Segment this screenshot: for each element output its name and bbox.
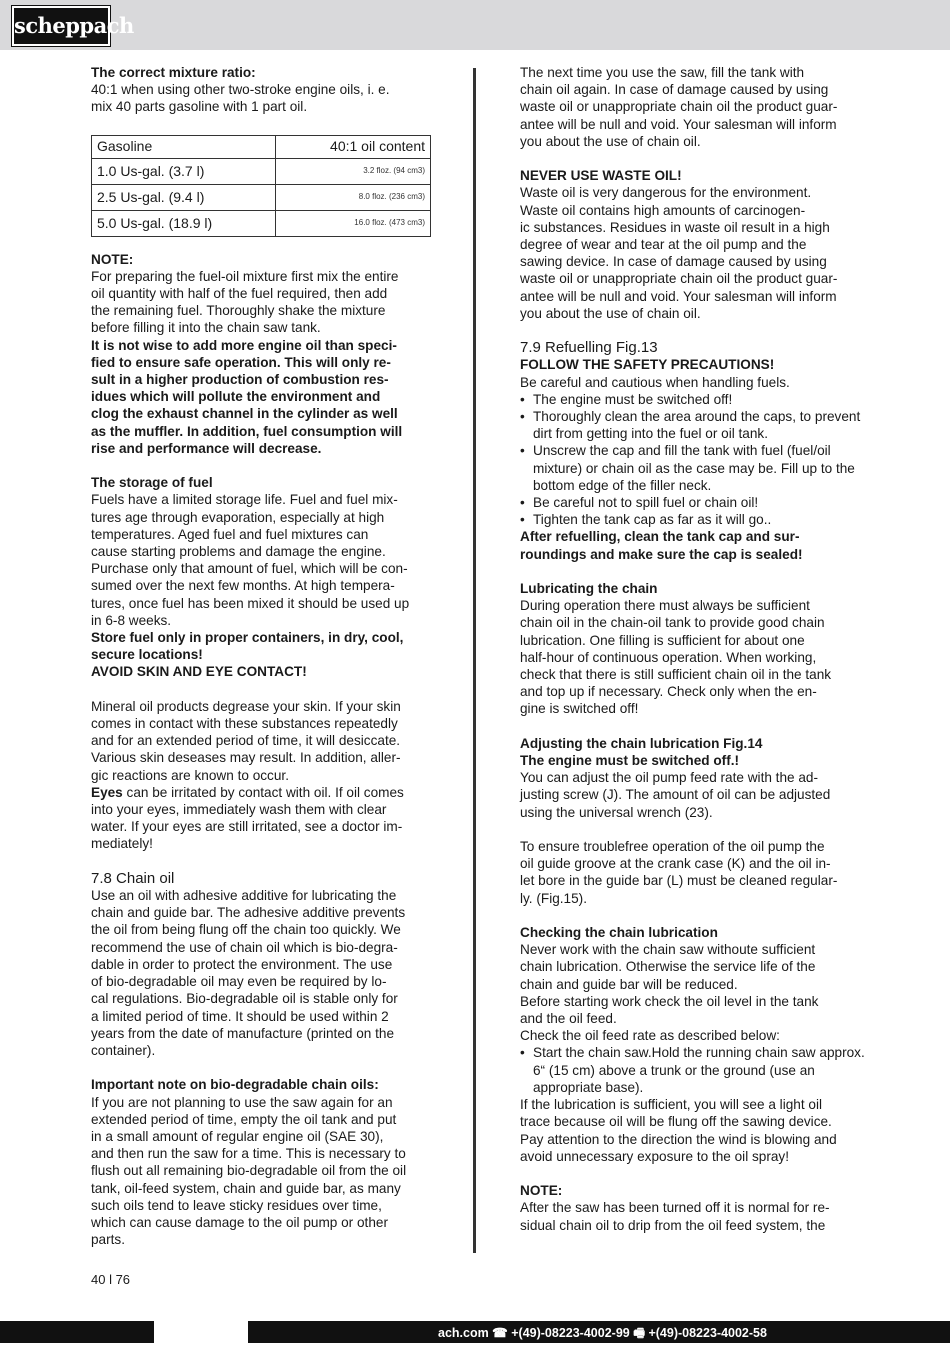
text-line: Use an oil with adhesive additive for lubricating the bbox=[91, 888, 397, 904]
refuelling-intro: Be careful and cautious when handling fuels. bbox=[520, 374, 790, 390]
text-line: recommend the use of chain oil which is bio-degra- bbox=[91, 939, 398, 955]
text-line: antee will be null and void. Your salesman will inform bbox=[520, 288, 837, 304]
text-line: years from the date of manufacture (printed on the bbox=[91, 1025, 395, 1041]
text-line: half-hour of continuous operation. When working, bbox=[520, 649, 817, 665]
text-line: check that there is still sufficient chain oil in the tank bbox=[520, 667, 832, 683]
text-line: such oils tend to leave sticky residues over time, bbox=[91, 1197, 382, 1213]
brand-logo: scheppach bbox=[12, 6, 110, 46]
eyes-text bbox=[91, 801, 436, 853]
text-line: antee will be null and void. Your salesman will inform bbox=[520, 116, 837, 132]
text-line: sidual chain oil to drip from the oil feed system, the bbox=[520, 1217, 826, 1233]
text-line: extended period of time, empty the oil tank and put bbox=[91, 1111, 397, 1127]
text-line: clog the exhaust channel in the cylinder as well bbox=[91, 406, 398, 422]
text-line: chain oil again. In case of damage caused by using bbox=[520, 82, 829, 98]
refuelling-warning bbox=[520, 528, 865, 562]
table-row bbox=[92, 184, 431, 210]
text-line: water. If your eyes are still irritated, see a doctor im- bbox=[91, 819, 403, 835]
note-text bbox=[91, 268, 436, 337]
refuelling-bullets bbox=[520, 391, 865, 529]
text-line: To ensure troublefree operation of the oil pump the bbox=[520, 839, 825, 855]
text-line: in 6-8 weeks. bbox=[91, 612, 172, 628]
footer-bar bbox=[0, 1321, 950, 1343]
text-line: and the oil feed. bbox=[520, 1011, 617, 1027]
text-line: parts. bbox=[91, 1232, 125, 1248]
checking-title: Checking the chain lubrication bbox=[520, 925, 718, 941]
text-line: cal regulations. Bio-degradable oil is stable only for bbox=[91, 991, 398, 1007]
table-row bbox=[92, 210, 431, 236]
bullet-item: • Tighten the tank cap as far as it will go.. bbox=[520, 511, 865, 528]
note-title: NOTE: bbox=[91, 251, 134, 267]
text-line: you about the use of chain oil. bbox=[520, 305, 701, 321]
text-line: ic substances. Residues in waste oil result in a high bbox=[520, 219, 830, 235]
text-line: Pay attention to the direction the wind is blowing and bbox=[520, 1131, 837, 1147]
table-header-cell: Gasoline bbox=[92, 135, 276, 158]
text-line: The next time you use the saw, fill the tank with bbox=[520, 65, 805, 80]
text-line: It is not wise to add more engine oil than speci- bbox=[91, 337, 397, 353]
table-cell: 16.0 floz. (473 cm3) bbox=[276, 210, 431, 236]
bio-oil-text bbox=[91, 1094, 436, 1249]
text-line: waste oil or unappropriate chain oil the product guar- bbox=[520, 99, 838, 115]
text-line: and top up if necessary. Check only when the en- bbox=[520, 684, 817, 700]
text-line: Store fuel only in proper containers, in dry, cool, bbox=[91, 630, 404, 646]
table-row bbox=[92, 158, 431, 184]
chain-oil-text bbox=[91, 887, 436, 1059]
text-line: in a small amount of regular engine oil (SAE 30), bbox=[91, 1128, 384, 1144]
note2-text bbox=[520, 1199, 865, 1233]
refuelling-subtitle: FOLLOW THE SAFETY PRECAUTIONS! bbox=[520, 357, 775, 373]
text-line: let bore in the guide bar (L) must be cleaned regular- bbox=[520, 873, 838, 889]
table-header-row bbox=[92, 135, 431, 158]
mineral-oil-text bbox=[91, 698, 436, 784]
text-line: the oil from being flung off the chain too quickly. We bbox=[91, 922, 401, 938]
text-line: avoid unnecessary exposure to the oil spray! bbox=[520, 1148, 790, 1164]
text-line: After the saw has been turned off it is normal for re- bbox=[520, 1200, 830, 1216]
text-line: using the universal wrench (23). bbox=[520, 804, 713, 820]
adjusting-text bbox=[520, 769, 865, 821]
text-line: tures age through evaporation, especially at high bbox=[91, 509, 385, 525]
text-line: sawing device. In case of damage caused by using bbox=[520, 254, 827, 270]
text-line: before filling it into the chain saw tank. bbox=[91, 320, 321, 336]
chain-oil-heading: 7.8 Chain oil bbox=[91, 869, 175, 887]
table-header-cell: 40:1 oil content bbox=[276, 135, 431, 158]
left-column bbox=[91, 64, 436, 1248]
text-line: Check the oil feed rate as described below: bbox=[520, 1028, 780, 1044]
text-line: oil quantity with half of the fuel required, then add bbox=[91, 286, 388, 302]
text-line: ly. (Fig.15). bbox=[520, 890, 587, 906]
text-line: chain and guide bar. The adhesive additive prevents bbox=[91, 905, 406, 921]
text-line: gine is switched off! bbox=[520, 701, 639, 717]
text-line: dable in order to protect the environment. The use bbox=[91, 956, 393, 972]
text-line: justing screw (J). The amount of oil can be adjusted bbox=[520, 787, 831, 803]
text-line: degree of wear and tear at the oil pump and the bbox=[520, 237, 807, 253]
page-number: 40 l 76 bbox=[91, 1272, 131, 1287]
text-line: as the muffler. In addition, fuel consumption will bbox=[91, 423, 403, 439]
note-warning bbox=[91, 337, 436, 457]
text-line: You can adjust the oil pump feed rate with the ad- bbox=[520, 770, 818, 786]
text-line: comes in contact with these substances repeatedly bbox=[91, 716, 398, 732]
chain-oil-intro-text bbox=[520, 64, 865, 150]
text-line: Purchase only that amount of fuel, which will be con- bbox=[91, 561, 408, 577]
waste-oil-text bbox=[520, 184, 865, 322]
waste-oil-title: NEVER USE WASTE OIL! bbox=[520, 168, 682, 184]
text-line: If the lubrication is sufficient, you will see a light oil bbox=[520, 1097, 822, 1113]
mixture-text-line: mix 40 parts gasoline with 1 part oil. bbox=[91, 99, 308, 115]
text-line: roundings and make sure the cap is sealed! bbox=[520, 546, 803, 562]
text-line: and for an extended period of time, it will desiccate. bbox=[91, 733, 401, 749]
text-line: a limited period of time. It should be used within 2 bbox=[91, 1008, 389, 1024]
bullet-item: • Unscrew the cap and fill the tank with fuel (fuel/oil mixture) or chain oil as the case may be. Fill up to the bottom edge of the filler neck. bbox=[520, 442, 865, 494]
text-line: you about the use of chain oil. bbox=[520, 133, 701, 149]
storage-text bbox=[91, 491, 436, 629]
text-line: chain oil in the chain-oil tank to provide good chain bbox=[520, 615, 825, 631]
adjusting-subtitle: The engine must be switched off.! bbox=[520, 753, 740, 769]
eyes-bold: Eyes bbox=[91, 784, 123, 800]
text-line: Waste oil is very dangerous for the environment. bbox=[520, 185, 812, 201]
text-line: mediately! bbox=[91, 836, 153, 852]
text-line: container). bbox=[91, 1042, 156, 1058]
oil-pump-text bbox=[520, 838, 865, 907]
mixture-table bbox=[91, 135, 431, 237]
text-line: rise and performance will decrease. bbox=[91, 440, 322, 456]
text-line: For preparing the fuel-oil mixture first mix the entire bbox=[91, 268, 399, 284]
text-line: waste oil or unappropriate chain oil the product guar- bbox=[520, 271, 838, 287]
refuelling-heading: 7.9 Refuelling Fig.13 bbox=[520, 339, 658, 357]
footer-contact: ach.com ☎ +(49)-08223-4002-99 🖷 +(49)-08223-4002-58 bbox=[438, 1326, 767, 1340]
storage-warning bbox=[91, 629, 436, 681]
bullet-item: • The engine must be switched off! bbox=[520, 391, 865, 408]
table-cell: 3.2 floz. (94 cm3) bbox=[276, 158, 431, 184]
bullet-item: • Thoroughly clean the area around the caps, to prevent dirt from getting into the fuel or oil tank. bbox=[520, 408, 865, 442]
text-line: sumed over the next few months. At high tempera- bbox=[91, 578, 395, 594]
header-bar bbox=[0, 0, 950, 50]
bio-oil-title: Important note on bio-degradable chain oils: bbox=[91, 1077, 379, 1093]
text-line: lubrication. One filling is sufficient for about one bbox=[520, 632, 805, 648]
text-line: AVOID SKIN AND EYE CONTACT! bbox=[91, 664, 307, 680]
text-line: idues which will pollute the environment and bbox=[91, 389, 381, 405]
lubricating-text bbox=[520, 597, 865, 717]
text-line: Various skin deseases may result. In addition, aller- bbox=[91, 750, 401, 766]
note2-title: NOTE: bbox=[520, 1183, 563, 1199]
text-line: into your eyes, immediately wash them with clear bbox=[91, 802, 387, 818]
table-cell: 1.0 Us-gal. (3.7 l) bbox=[92, 158, 276, 184]
text-line: tures, once fuel has been mixed it should be used up bbox=[91, 595, 410, 611]
bullet-item: • Start the chain saw.Hold the running chain saw approx. 6“ (15 cm) above a trunk or the ground (use an appropriate base). bbox=[520, 1044, 865, 1096]
eyes-line bbox=[91, 784, 436, 801]
eyes-rest: can be irritated by contact with oil. If oil comes bbox=[122, 784, 404, 800]
text-line: Before starting work check the oil level in the tank bbox=[520, 993, 819, 1009]
text-line: trace because oil will be flung off the sawing device. bbox=[520, 1114, 832, 1130]
text-line: tank, oil-feed system, chain and guide bar, as many bbox=[91, 1180, 401, 1196]
text-line: flush out all remaining bio-degradable oil from the oil bbox=[91, 1163, 407, 1179]
text-line: If you are not planning to use the saw again for an bbox=[91, 1094, 393, 1110]
bullet-item: • Be careful not to spill fuel or chain oil! bbox=[520, 494, 865, 511]
adjusting-title: Adjusting the chain lubrication Fig.14 bbox=[520, 735, 763, 751]
mixture-text-line: 40:1 when using other two-stroke engine oils, i. e. bbox=[91, 82, 390, 98]
text-line: chain and guide bar will be reduced. bbox=[520, 976, 738, 992]
checking-after-text bbox=[520, 1096, 865, 1165]
lubricating-title: Lubricating the chain bbox=[520, 581, 658, 597]
text-line: secure locations! bbox=[91, 647, 203, 663]
text-line: gic reactions are known to occur. bbox=[91, 767, 289, 783]
table-cell: 2.5 Us-gal. (9.4 l) bbox=[92, 184, 276, 210]
text-line: After refuelling, clean the tank cap and sur- bbox=[520, 529, 800, 545]
table-cell: 8.0 floz. (236 cm3) bbox=[276, 184, 431, 210]
checking-text bbox=[520, 941, 865, 1044]
text-line: which can cause damage to the oil pump or other bbox=[91, 1214, 388, 1230]
storage-title: The storage of fuel bbox=[91, 475, 213, 491]
text-line: Never work with the chain saw withoute sufficient bbox=[520, 942, 816, 958]
text-line: During operation there must always be sufficient bbox=[520, 598, 810, 614]
right-column bbox=[520, 64, 865, 1234]
column-divider bbox=[473, 68, 476, 1253]
text-line: cause starting problems and damage the engine. bbox=[91, 544, 386, 560]
text-line: and then run the saw for a time. This is necessary to bbox=[91, 1146, 406, 1162]
text-line: sult in a higher production of combustion res- bbox=[91, 372, 389, 388]
text-line: oil guide groove at the crank case (K) and the oil in- bbox=[520, 856, 831, 872]
checking-bullets bbox=[520, 1044, 865, 1096]
text-line: fied to ensure safe operation. This will only re- bbox=[91, 354, 391, 370]
text-line: Fuels have a limited storage life. Fuel and fuel mix- bbox=[91, 492, 398, 508]
mixture-title: The correct mixture ratio: bbox=[91, 65, 256, 80]
text-line: temperatures. Aged fuel and fuel mixtures can bbox=[91, 526, 369, 542]
table-cell: 5.0 Us-gal. (18.9 l) bbox=[92, 210, 276, 236]
text-line: the remaining fuel. Thoroughly shake the mixture bbox=[91, 303, 386, 319]
text-line: chain lubrication. Otherwise the service life of the bbox=[520, 959, 816, 975]
text-line: of bio-degradable oil may even be required by lo- bbox=[91, 974, 387, 990]
text-line: Mineral oil products degrease your skin. If your skin bbox=[91, 698, 401, 714]
text-line: Waste oil contains high amounts of carcinogen- bbox=[520, 202, 806, 218]
